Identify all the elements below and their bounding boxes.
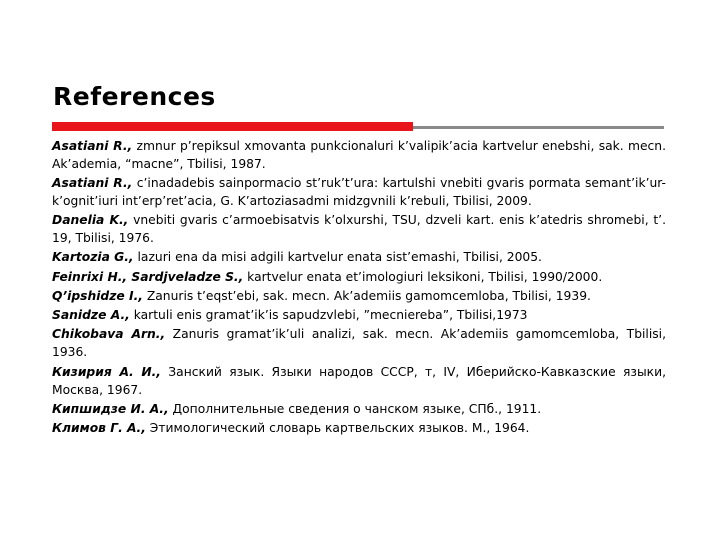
reference-item [52, 175, 666, 211]
reference-item [52, 401, 666, 419]
reference-author: Asatiani R., [52, 176, 133, 191]
reference-text: Zanuris gramat’ik’uli analizi, sak. mecn. Ak’ademiis gamomcemloba, Tbilisi, 1936. [52, 327, 666, 360]
page-title: References [53, 82, 216, 111]
reference-item [52, 138, 666, 174]
reference-item [52, 288, 666, 306]
reference-item [52, 249, 666, 267]
reference-item [52, 212, 666, 248]
reference-author: Kartozia G., [52, 250, 134, 265]
reference-author: Q’ipshidze I., [52, 288, 143, 303]
reference-text: Дополнительные сведения о чанском языке, СПб., 1911. [168, 401, 542, 416]
reference-author: Кипшидзе И. А., [52, 401, 169, 416]
reference-text: c’inadadebis sainpormacio st’ruk’t’ura: kartulshi vnebiti gvaris pormata semant’ik’ur-k’ognit’iuri int’erp’ret’acia, G. K’artoziasadmi midzgvnili k’rebuli, Tbilisi, 2009. [52, 176, 666, 209]
reference-text: Занский язык. Языки народов СССР, т, IV, Иберийско-Кавказские языки, Москва, 1967. [52, 364, 666, 397]
reference-list [52, 138, 666, 439]
reference-author: Feinrixi H., Sardjveladze S., [52, 269, 244, 284]
reference-text: vnebiti gvaris c’armoebisatvis k’olxurshi, TSU, dzveli kart. enis k’atedris shromebi, t’. 19, Tbilisi, 1976. [52, 213, 666, 246]
reference-item [52, 420, 666, 438]
reference-author: Sanidze A., [52, 308, 130, 323]
reference-item [52, 307, 666, 325]
reference-author: Danelia K., [52, 213, 129, 228]
reference-author: Кизирия А. И., [52, 364, 161, 379]
reference-author: Chikobava Arn., [52, 327, 166, 342]
reference-item [52, 326, 666, 362]
reference-text: kartuli enis gramat’ik’is sapudzvlebi, ”mecniereba”, Tbilisi,1973 [129, 308, 528, 323]
reference-author: Климов Г. А., [52, 421, 146, 436]
reference-item [52, 269, 666, 287]
reference-text: Этимологический словарь картвельских языков. М., 1964. [145, 421, 530, 436]
reference-text: Zanuris t’eqst’ebi, sak. mecn. Ak’ademiis gamomcemloba, Tbilisi, 1939. [142, 288, 591, 303]
reference-item [52, 364, 666, 400]
reference-text: zmnur p’repiksul xmovanta punkcionaluri k’valipik’acia kartvelur enebshi, sak. mecn. Ak’ademia, “macne”, Tbilisi, 1987. [52, 139, 666, 171]
reference-text: kartvelur enata et’imologiuri leksikoni, Tbilisi, 1990/2000. [243, 269, 603, 284]
reference-text: lazuri ena da misi adgili kartvelur enata sist’emashi, Tbilisi, 2005. [133, 250, 542, 265]
reference-author: Asatiani R., [52, 139, 133, 153]
title-underline-accent [52, 122, 413, 131]
